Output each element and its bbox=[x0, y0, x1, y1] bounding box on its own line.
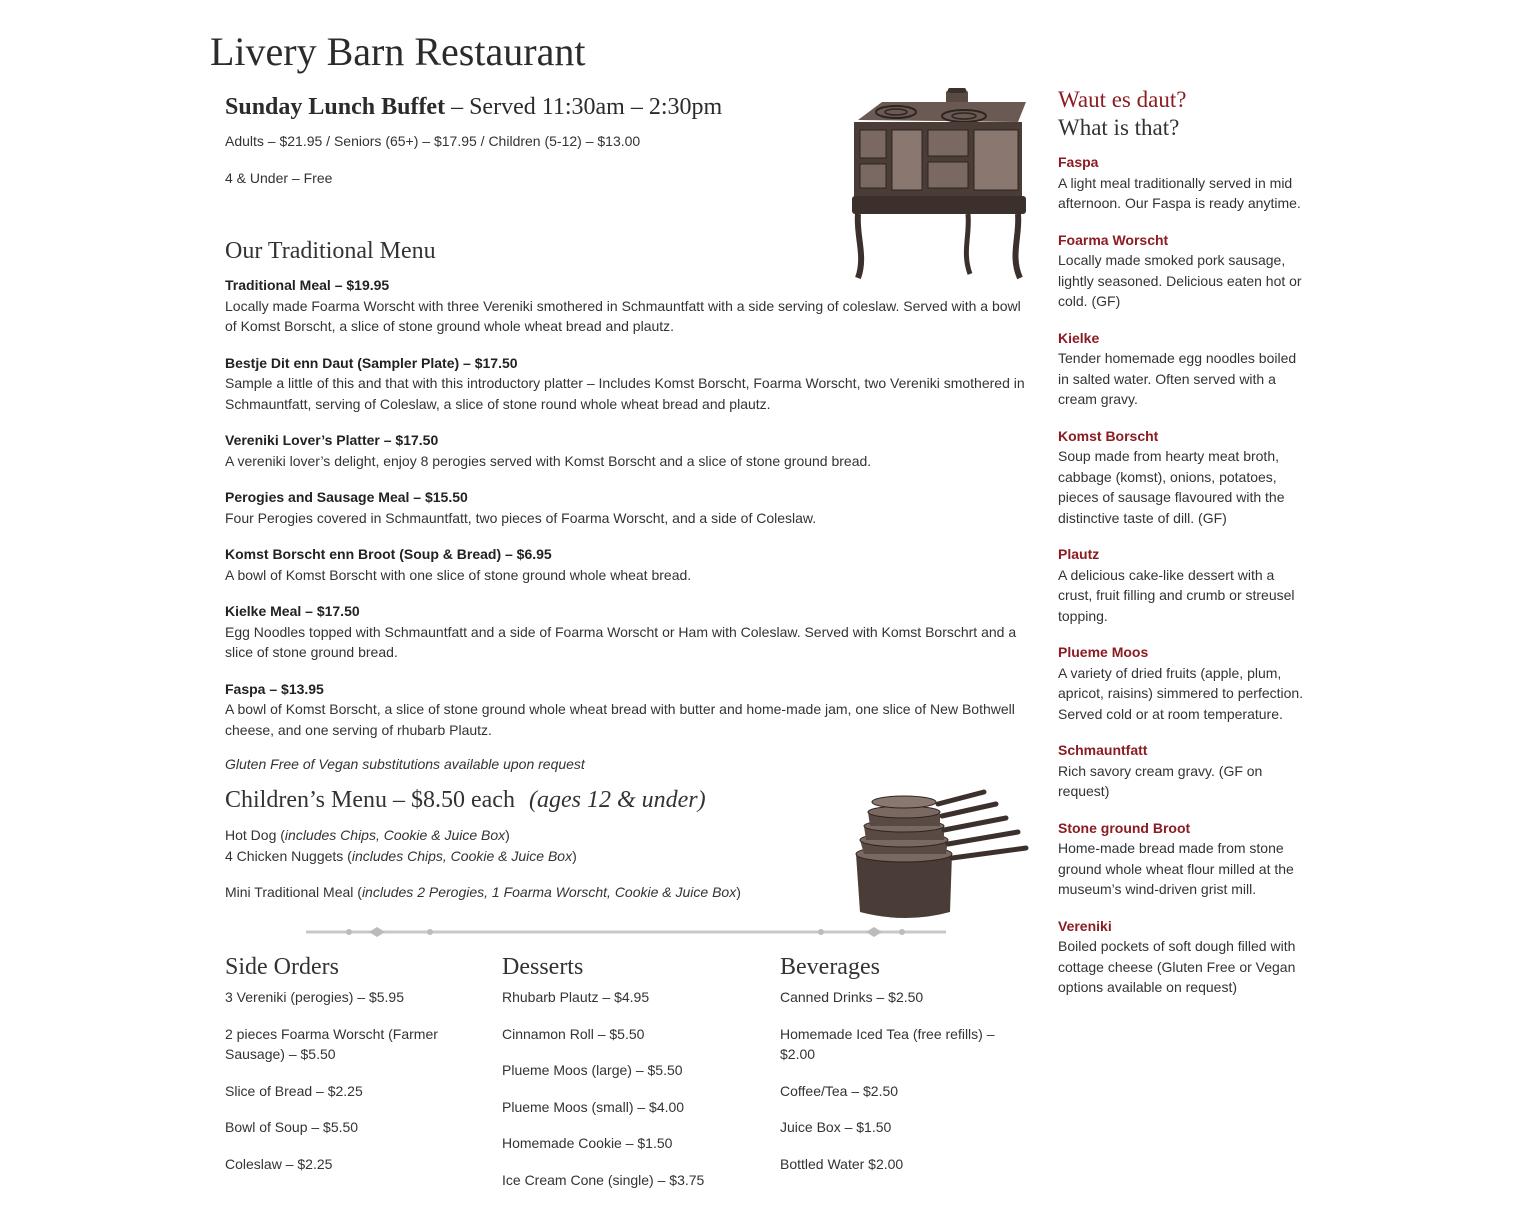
glossary-definition: Boiled pockets of soft dough filled with cottage cheese (Gluten Free or Vegan options available on request) bbox=[1058, 938, 1296, 995]
glossary-term: Kielke bbox=[1058, 329, 1100, 346]
side-order-item: Coleslaw – $2.25 bbox=[225, 1155, 333, 1172]
traditional-menu-heading: Our Traditional Menu bbox=[225, 238, 436, 264]
buffet-time: – Served 11:30am – 2:30pm bbox=[445, 94, 723, 120]
menu-item-desc: Locally made Foarma Worscht with three Vereniki smothered in Schmauntfatt with a side serving of coleslaw. Served with a bowl of Komst Borscht, a slice of stone ground whole wheat bread and plautz. bbox=[225, 297, 1021, 334]
kids-item: Mini Traditional Meal (includes 2 Perogies, 1 Foarma Worscht, Cookie & Juice Box) bbox=[225, 884, 741, 900]
glossary-definition: A delicious cake-like dessert with a crust, fruit filling and crumb or streusel topping. bbox=[1058, 566, 1295, 624]
glossary-definition: Locally made smoked pork sausage, lightly seasoned. Delicious eaten hot or cold. (GF) bbox=[1058, 252, 1302, 309]
childrens-menu-title: Children’s Menu – $8.50 each bbox=[225, 787, 515, 813]
glossary-term: Stone ground Broot bbox=[1058, 819, 1191, 836]
glossary-sidebar bbox=[1058, 86, 1308, 1014]
nested-pots-icon bbox=[846, 784, 1032, 924]
menu-item bbox=[225, 275, 1025, 337]
glossary-entry bbox=[1058, 230, 1308, 312]
substitutions-note: Gluten Free of Vegan substitutions available upon request bbox=[225, 756, 585, 772]
beverages-section bbox=[780, 954, 1030, 1190]
buffet-heading bbox=[225, 94, 722, 121]
glossary-entry bbox=[1058, 328, 1308, 410]
beverage-item: Homemade Iced Tea (free refills) – $2.00 bbox=[780, 1025, 995, 1062]
glossary-entry bbox=[1058, 152, 1308, 214]
side-orders-section bbox=[225, 954, 475, 1190]
side-order-item: 2 pieces Foarma Worscht (Farmer Sausage) – $5.50 bbox=[225, 1025, 438, 1062]
glossary-entry bbox=[1058, 818, 1308, 900]
glossary-definition: Home-made bread made from stone ground whole wheat flour milled at the museum’s wind-driven grist mill. bbox=[1058, 840, 1294, 897]
traditional-menu-list bbox=[225, 275, 1025, 775]
menu-item-desc: A vereniki lover’s delight, enjoy 8 perogies served with Komst Borscht and a slice of stone ground bread. bbox=[225, 452, 872, 469]
glossary-definition: Tender homemade egg noodles boiled in salted water. Often served with a cream gravy. bbox=[1058, 350, 1297, 407]
glossary-definition: Soup made from hearty meat broth, cabbage (komst), onions, potatoes, pieces of sausage flavoured with the distinctive taste of dill. (GF) bbox=[1058, 448, 1285, 526]
side-order-item: Bowl of Soup – $5.50 bbox=[225, 1119, 359, 1135]
childrens-menu-heading bbox=[225, 787, 706, 814]
side-orders-heading: Side Orders bbox=[225, 954, 339, 980]
dessert-item: Homemade Cookie – $1.50 bbox=[502, 1135, 673, 1151]
dessert-item: Cinnamon Roll – $5.50 bbox=[502, 1025, 645, 1042]
menu-item-name: Komst Borscht enn Broot (Soup & Bread) – $6.95 bbox=[225, 546, 552, 562]
menu-item-name: Kielke Meal – $17.50 bbox=[225, 603, 360, 619]
menu-item bbox=[225, 487, 1025, 528]
menu-item bbox=[225, 430, 1025, 471]
menu-item-desc: Sample a little of this and that with this introductory platter – Includes Komst Borscht, Foarma Worscht, two Vereniki smothered in Schmauntfatt, serving of Coleslaw, a slice of stone round whole wheat bread and plautz. bbox=[225, 375, 1025, 412]
desserts-section bbox=[502, 954, 752, 1206]
buffet-free-note: 4 & Under – Free bbox=[225, 170, 333, 186]
beverage-item: Bottled Water $2.00 bbox=[780, 1155, 904, 1172]
beverages-heading: Beverages bbox=[780, 954, 880, 980]
kids-item: 4 Chicken Nuggets (includes Chips, Cookie & Juice Box) bbox=[225, 847, 577, 864]
menu-item-name: Bestje Dit enn Daut (Sampler Plate) – $17.50 bbox=[225, 354, 518, 371]
dessert-item: Plueme Moos (large) – $5.50 bbox=[502, 1062, 683, 1078]
glossary-entry bbox=[1058, 740, 1308, 802]
glossary-term: Faspa bbox=[1058, 154, 1099, 170]
menu-item-name: Perogies and Sausage Meal – $15.50 bbox=[225, 489, 468, 505]
wood-stove-icon bbox=[848, 86, 1030, 286]
menu-item-name: Faspa – $13.95 bbox=[225, 680, 324, 697]
childrens-menu-ages: (ages 12 & under) bbox=[528, 787, 706, 813]
glossary-entry bbox=[1058, 426, 1308, 529]
glossary-title-plautdietsch: Waut es daut? bbox=[1058, 87, 1187, 112]
beverage-item: Canned Drinks – $2.50 bbox=[780, 989, 924, 1005]
dessert-item: Plueme Moos (small) – $4.00 bbox=[502, 1098, 685, 1115]
glossary-entry bbox=[1058, 544, 1308, 626]
beverage-item: Juice Box – $1.50 bbox=[780, 1119, 892, 1135]
glossary-term: Plautz bbox=[1058, 546, 1100, 562]
glossary-entry bbox=[1058, 642, 1308, 724]
glossary-term: Vereniki bbox=[1058, 917, 1112, 934]
childrens-menu-list bbox=[225, 825, 825, 903]
menu-item-desc: Four Perogies covered in Schmauntfatt, two pieces of Foarma Worscht, and a side of Coleslaw. bbox=[225, 509, 817, 526]
page-title: Livery Barn Restaurant bbox=[210, 29, 586, 74]
menu-item bbox=[225, 353, 1025, 415]
menu-item-desc: A bowl of Komst Borscht with one slice of stone ground whole wheat bread. bbox=[225, 566, 692, 583]
glossary-term: Schmauntfatt bbox=[1058, 742, 1148, 758]
glossary-entry bbox=[1058, 916, 1308, 998]
menu-item-name: Vereniki Lover’s Platter – $17.50 bbox=[225, 432, 439, 448]
glossary-definition: A light meal traditionally served in mid afternoon. Our Faspa is ready anytime. bbox=[1058, 174, 1301, 211]
menu-item bbox=[225, 544, 1025, 585]
glossary-title-english: What is that? bbox=[1058, 115, 1180, 140]
dessert-item: Ice Cream Cone (single) – $3.75 bbox=[502, 1171, 705, 1188]
glossary-definition: A variety of dried fruits (apple, plum, apricot, raisins) simmered to perfection. Served cold or at room temperature. bbox=[1058, 664, 1304, 722]
glossary-term: Plueme Moos bbox=[1058, 644, 1149, 660]
kids-item: Hot Dog (includes Chips, Cookie & Juice Box) bbox=[225, 827, 510, 843]
glossary-term: Komst Borscht bbox=[1058, 427, 1159, 444]
menu-item bbox=[225, 601, 1025, 663]
menu-item bbox=[225, 679, 1025, 741]
dessert-item: Rhubarb Plautz – $4.95 bbox=[502, 989, 650, 1005]
glossary-definition: Rich savory cream gravy. (GF on request) bbox=[1058, 762, 1263, 799]
side-order-item: 3 Vereniki (perogies) – $5.95 bbox=[225, 989, 404, 1005]
buffet-prices: Adults – $21.95 / Seniors (65+) – $17.95 / Children (5-12) – $13.00 bbox=[225, 133, 641, 149]
side-order-item: Slice of Bread – $2.25 bbox=[225, 1082, 363, 1099]
buffet-title: Sunday Lunch Buffet bbox=[225, 94, 446, 120]
desserts-heading: Desserts bbox=[502, 954, 584, 980]
beverage-item: Coffee/Tea – $2.50 bbox=[780, 1082, 899, 1099]
menu-item-desc: Egg Noodles topped with Schmauntfatt and a side of Foarma Worscht or Ham with Coleslaw. Served with Komst Borschrt and a slice of stone ground bread. bbox=[225, 623, 1017, 660]
ornamental-divider bbox=[306, 922, 946, 942]
glossary-term: Foarma Worscht bbox=[1058, 231, 1169, 248]
menu-item-name: Traditional Meal – $19.95 bbox=[225, 277, 390, 293]
menu-item-desc: A bowl of Komst Borscht, a slice of stone ground whole wheat bread with butter and home-made jam, one slice of New Bothwell cheese, and one serving of rhubarb Plautz. bbox=[225, 701, 1015, 738]
